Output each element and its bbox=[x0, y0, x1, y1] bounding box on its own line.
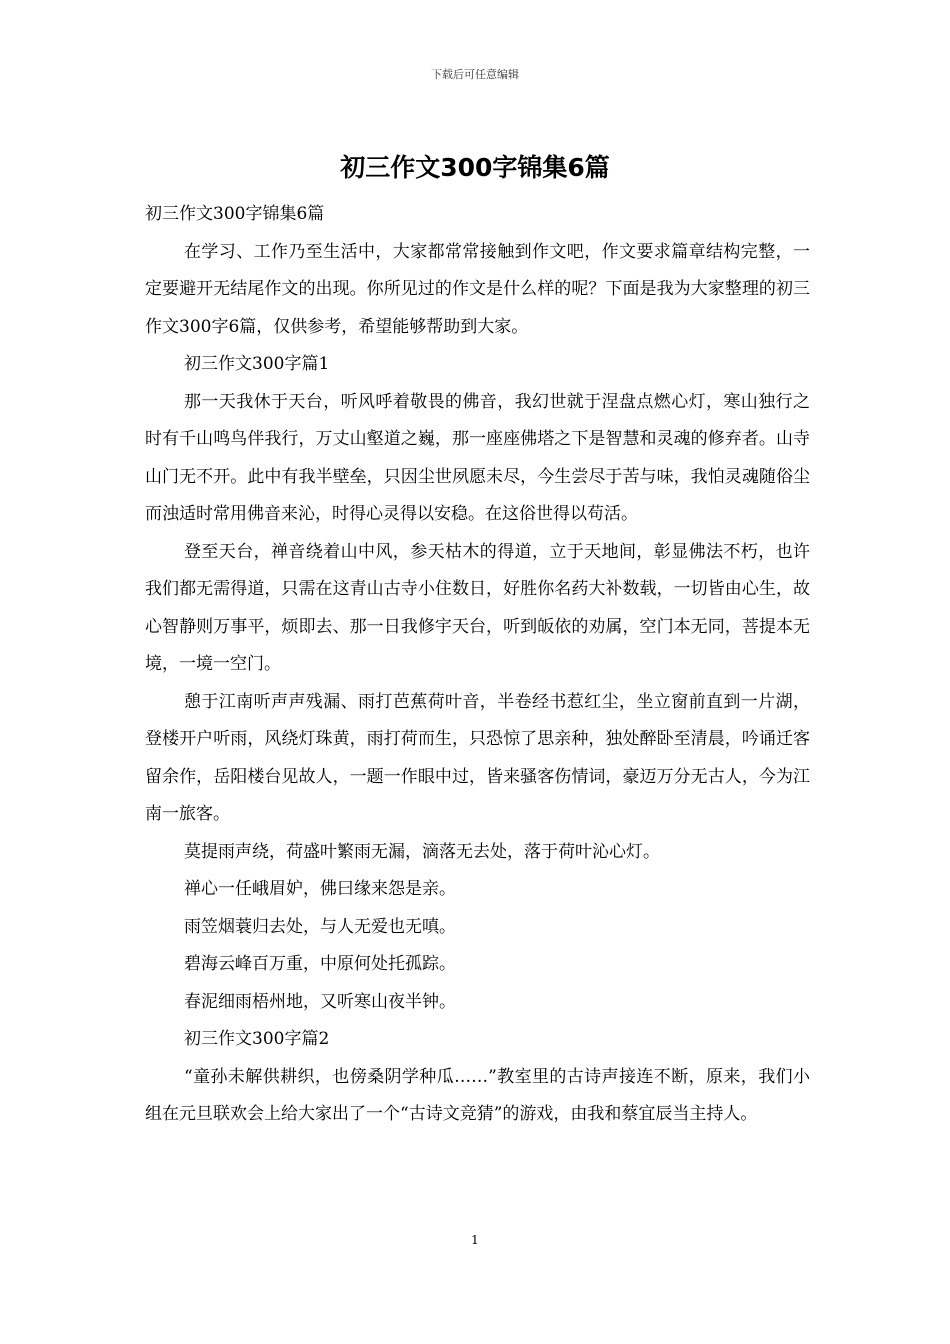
poem-line: 禅心一任峨眉妒，佛曰缘来怨是亲。 bbox=[184, 879, 456, 899]
section-2-heading: 初三作文300字篇2 bbox=[184, 1029, 330, 1049]
page-number: 1 bbox=[471, 1233, 479, 1247]
body-paragraph: 登至天台，禅音绕着山中风，参天枯木的得道，立于天地间，彰显佛法不朽，也许我们都无需得道，只需在这青山古寺小住数日，好胜你名药大补数载，一切皆由心生，故心智静则万事平，烦即去、那一日我修宇天台，听到皈依的劝属，空门本无同，菩提本无境，一境一空门。 bbox=[145, 541, 810, 674]
poem-line: 莫提雨声绕，荷盛叶繁雨无漏，滴落无去处，落于荷叶沁心灯。 bbox=[184, 841, 660, 862]
body-paragraph: “童孙未解供耕织，也傍桑阴学种瓜……”教室里的古诗声接连不断，原来，我们小组在元旦联欢会上给大家出了一个“古诗文竞猜”的游戏，由我和蔡宜辰当主持人。 bbox=[145, 1066, 810, 1124]
document-subtitle: 初三作文300字锦集6篇 bbox=[145, 204, 325, 224]
section-1-heading: 初三作文300字篇1 bbox=[184, 354, 330, 374]
document-title: 初三作文300字锦集6篇 bbox=[340, 153, 610, 182]
poem-line: 春泥细雨梧州地，又听寒山夜半钟。 bbox=[184, 991, 456, 1012]
body-paragraph: 憩于江南听声声残漏、雨打芭蕉荷叶音，半卷经书惹红尘，坐立窗前直到一片湖，登楼开户听雨，风绕灯珠黄，雨打荷而生，只恐惊了思亲种，独处醉卧至清晨，吟诵迁客留余作，岳阳楼台见故人，一题一作眼中过，皆来骚客伤情词，豪迈万分无古人，今为江南一旅客。 bbox=[145, 691, 810, 824]
intro-paragraph: 在学习、工作乃至生活中，大家都常常接触到作文吧，作文要求篇章结构完整，一定要避开无结尾作文的出现。你所见过的作文是什么样的呢？下面是我为大家整理的初三作文300字6篇，仅供参考，希望能够帮助到大家。 bbox=[145, 241, 810, 337]
document-body bbox=[145, 196, 810, 1134]
page-header: 下载后可任意编辑 bbox=[431, 68, 519, 81]
body-paragraph: 那一天我休于天台，听风呼着敬畏的佛音，我幻世就于涅盘点燃心灯，寒山独行之时有千山鸣鸟伴我行，万丈山壑道之巍，那一座座佛塔之下是智慧和灵魂的修弃者。山寺山门无不开。此中有我半壁垒，只因尘世夙愿未尽，今生尝尽于苦与味，我怕灵魂随俗尘而浊适时常用佛音来沁，时得心灵得以安稳。在这俗世得以苟活。 bbox=[145, 391, 810, 524]
poem-line: 雨笠烟蓑归去处，与人无爱也无嗔。 bbox=[184, 916, 456, 937]
poem-line: 碧海云峰百万重，中原何处托孤踪。 bbox=[184, 954, 456, 974]
